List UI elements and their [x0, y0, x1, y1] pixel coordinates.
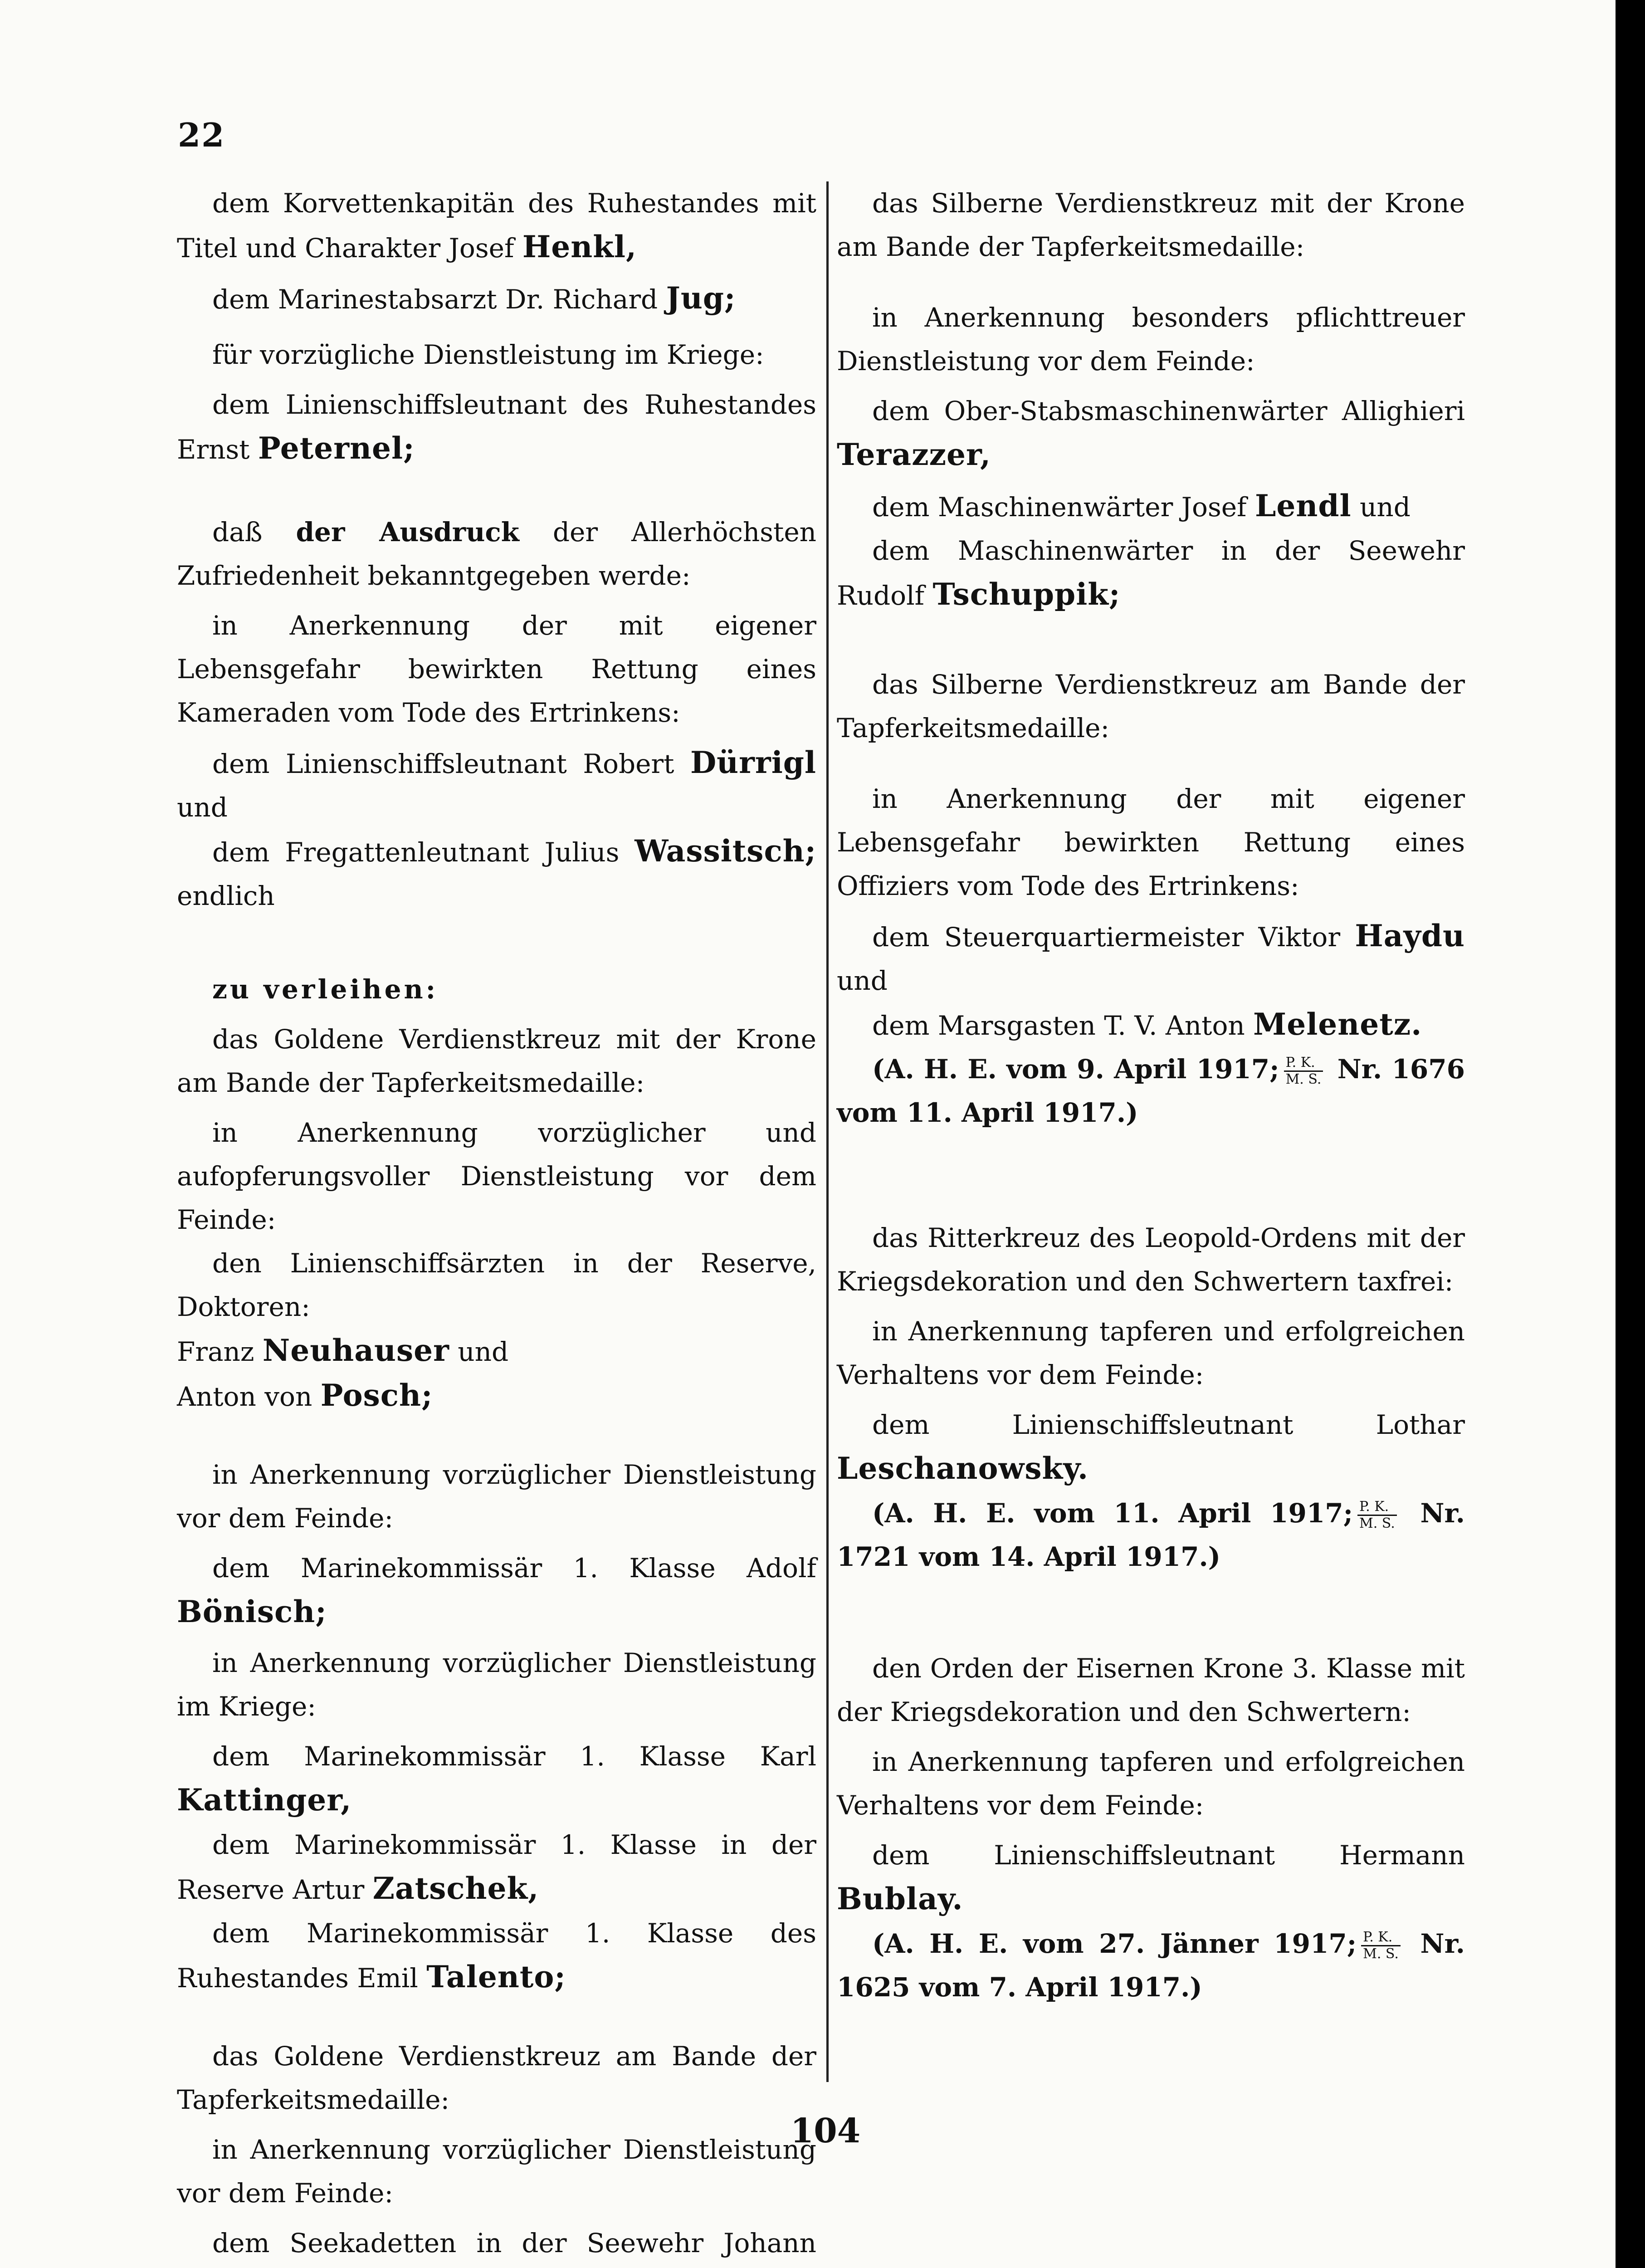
text: Anton von — [177, 1381, 321, 1412]
fraction-numerator: P. K. — [1361, 1930, 1401, 1946]
paragraph-doktoren: den Linienschiffsärzten in der Reserve, Doktoren: — [177, 1248, 816, 1322]
text: dem Marinekommissär 1. Klasse des Ruhestandes Emil — [177, 1918, 816, 1994]
paragraph-fabris — [177, 2221, 816, 2268]
page-number: 22 — [178, 116, 225, 154]
paragraph-talento — [177, 1911, 816, 2000]
text: dem Marinekommissär 1. Klasse Adolf — [212, 1553, 816, 1584]
text: dem Maschinenwärter in der Seewehr Rudolf — [837, 535, 1465, 611]
paragraph-goldene-krone: das Goldene Verdienstkreuz mit der Krone am Bande der Tapferkeitsmedaille: — [177, 1024, 816, 1098]
text: dem Marinestabsarzt Dr. Richard — [212, 284, 666, 315]
citation-text: Nr. 1721 vom 14. April 1917.) — [837, 1498, 1465, 1572]
paragraph-terazzer — [837, 389, 1465, 478]
paragraph-rettung-offizier: in Anerkennung der mit eigener Lebensgefahr bewirkten Rettung eines Offiziers vom Tode des Ertrinkens: — [837, 783, 1465, 901]
name-kattinger: Kattinger, — [177, 1782, 352, 1818]
name-neuhauser: Neuhauser — [262, 1333, 449, 1368]
fraction-numerator: P. K. — [1284, 1055, 1323, 1072]
paragraph-peternel — [177, 383, 816, 471]
name-jug: Jug; — [666, 280, 736, 316]
citation-text: (A. H. E. vom 27. Jänner 1917; — [872, 1928, 1357, 1959]
paragraph-tapfer-1: in Anerkennung tapferen und erfolgreichen Verhaltens vor dem Feinde: — [837, 1316, 1465, 1390]
fraction-denominator: M. S. — [1359, 1515, 1395, 1532]
paragraph-vorzueglich-feinde-2: in Anerkennung vorzüglicher Dienstleistung vor dem Feinde: — [177, 2134, 816, 2209]
paragraph-leschanowsky — [837, 1403, 1465, 1491]
text: dem Linienschiffsleutnant des Ruhestandes Ernst — [177, 389, 816, 465]
paragraph-aufopferung: in Anerkennung vorzüglicher und aufopferungsvoller Dienstleistung vor dem Feinde: — [177, 1117, 816, 1235]
paragraph-pflichttreu: in Anerkennung besonders pflichttreuer Dienstleistung vor dem Feinde: — [837, 302, 1465, 376]
text: dem Marinekommissär 1. Klasse Karl — [212, 1741, 816, 1772]
name-wassitsch: Wassitsch; — [635, 833, 816, 869]
paragraph-silberne-bande: das Silberne Verdienstkreuz am Bande der Tapferkeitsmedaille: — [837, 669, 1465, 743]
text: Franz — [177, 1336, 263, 1367]
emphasis-zu-verleihen: zu verleihen: — [212, 974, 439, 1005]
fraction-pk-ms — [1357, 1499, 1397, 1531]
text: dem Linienschiffsleutnant Hermann — [872, 1840, 1465, 1871]
text: dem Steuerquartiermeister Viktor — [872, 922, 1355, 953]
text: dem Seekadetten in der Seewehr Johann — [212, 2228, 816, 2258]
name-duerrigl: Dürrigl — [690, 745, 816, 780]
paragraph-neuhauser — [177, 1329, 816, 1374]
fraction-denominator: M. S. — [1285, 1071, 1322, 1088]
paragraph-tapfer-2: in Anerkennung tapferen und erfolgreichen Verhaltens vor dem Feinde: — [837, 1746, 1465, 1821]
paragraph-henkl — [177, 181, 816, 270]
paragraph-leopold-orden: das Ritterkreuz des Leopold-Ordens mit der Kriegsdekoration und den Schwertern taxfrei: — [837, 1222, 1465, 1297]
citation-text: Nr. 1676 vom 11. April 1917.) — [837, 1054, 1465, 1128]
text: und — [177, 792, 228, 823]
name-posch: Posch; — [320, 1378, 433, 1413]
citation-text: (A. H. E. vom 9. April 1917; — [872, 1054, 1279, 1085]
text: daß — [212, 517, 296, 547]
text: und — [1351, 492, 1411, 523]
text: dem Marinekommissär 1. Klasse in der Reserve Artur — [177, 1829, 816, 1905]
name-talento: Talento; — [426, 1959, 566, 1994]
citation-text: Nr. 1625 vom 7. April 1917.) — [837, 1928, 1465, 2003]
paragraph-kattinger — [177, 1735, 816, 1823]
name-peternel: Peternel; — [258, 430, 415, 466]
paragraph-posch — [177, 1374, 816, 1418]
paragraph-vorzueglich-kriege: in Anerkennung vorzüglicher Dienstleistung im Kriege: — [177, 1647, 816, 1722]
paragraph-kriege: für vorzügliche Dienstleistung im Kriege: — [212, 339, 764, 370]
fraction-pk-ms — [1284, 1055, 1323, 1087]
paragraph-vorzueglich-feinde-1: in Anerkennung vorzüglicher Dienstleistung vor dem Feinde: — [177, 1459, 816, 1534]
text: der Allerhöchsten Zufriedenheit bekanntgegeben werde: — [177, 517, 817, 591]
text: dem Korvettenkapitän des Ruhestandes mit Titel und Charakter Josef — [177, 188, 816, 264]
paragraph-ausdruck — [177, 510, 816, 597]
name-henkl: Henkl, — [522, 229, 637, 264]
text: und — [837, 965, 888, 996]
paragraph-duerrigl — [177, 741, 816, 829]
paragraph-tschuppik — [837, 529, 1465, 617]
paragraph-wassitsch — [177, 829, 816, 918]
text: dem Maschinenwärter Josef — [872, 492, 1255, 523]
text: dem Fregattenleutnant Julius — [212, 837, 635, 868]
paragraph-bublay — [837, 1833, 1465, 1922]
name-lendl: Lendl — [1254, 488, 1352, 523]
text: dem Ober-Stabsmaschinenwärter Allighieri — [872, 396, 1465, 426]
name-terazzer: Terazzer, — [837, 437, 991, 472]
citation-1676 — [837, 1047, 1465, 1134]
text: dem Linienschiffsleutnant Robert — [212, 748, 690, 779]
paragraph-goldene-bande: das Goldene Verdienstkreuz am Bande der Tapferkeitsmedaille: — [177, 2041, 816, 2115]
name-tschuppik: Tschuppik; — [932, 577, 1121, 612]
text: endlich — [177, 880, 275, 911]
left-column — [177, 181, 816, 2268]
paragraph-melenetz — [837, 1002, 1465, 1047]
citation-1721 — [837, 1491, 1465, 1579]
fraction-denominator: M. S. — [1363, 1946, 1399, 1962]
citation-text: (A. H. E. vom 11. April 1917; — [872, 1498, 1353, 1529]
paragraph-silberne-krone: das Silberne Verdienstkreuz mit der Krone am Bande der Tapferkeitsmedaille: — [837, 188, 1465, 262]
name-bublay: Bublay. — [837, 1881, 963, 1916]
paragraph-rettung-kamerad: in Anerkennung der mit eigener Lebensgefahr bewirkten Rettung eines Kameraden vom Tode des Ertrinkens: — [177, 610, 816, 728]
text: dem Linienschiffsleutnant Lothar — [872, 1409, 1465, 1440]
paragraph-jug — [177, 276, 816, 321]
text: und — [449, 1336, 509, 1367]
fraction-pk-ms — [1361, 1930, 1401, 1962]
name-leschanowsky: Leschanowsky. — [837, 1451, 1089, 1486]
name-boenisch: Bönisch; — [177, 1594, 327, 1629]
right-column — [837, 181, 1465, 2009]
paragraph-boenisch — [177, 1546, 816, 1635]
text: dem Marsgasten T. V. Anton — [872, 1010, 1254, 1041]
citation-1625 — [837, 1922, 1465, 2009]
column-divider — [826, 181, 829, 2082]
paragraph-lendl — [837, 484, 1465, 529]
name-zatschek: Zatschek, — [372, 1871, 539, 1906]
fraction-numerator: P. K. — [1357, 1499, 1397, 1516]
footer-page-number: 104 — [790, 2112, 861, 2151]
emphasis-ausdruck: der Ausdruck — [296, 517, 519, 547]
paragraph-eiserne-krone: den Orden der Eisernen Krone 3. Klasse mit der Kriegsdekoration und den Schwertern: — [837, 1653, 1465, 1727]
paragraph-haydu — [837, 914, 1465, 1002]
heading-zu-verleihen — [177, 968, 816, 1011]
name-melenetz: Melenetz. — [1253, 1007, 1422, 1042]
paragraph-zatschek — [177, 1823, 816, 1911]
name-haydu: Haydu — [1355, 918, 1465, 953]
